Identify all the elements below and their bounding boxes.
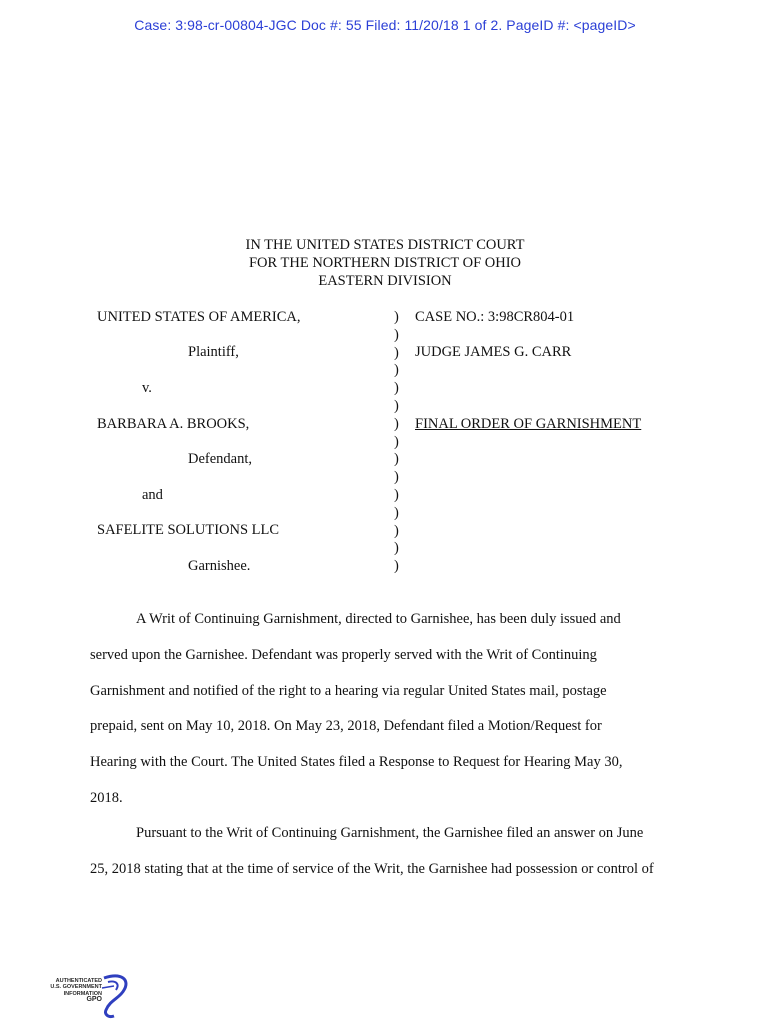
caption-paren: ) [394,309,399,325]
ecf-header-stamp: Case: 3:98-cr-00804-JGC Doc #: 55 Filed: 11/20/18 1 of 2. PageID #: <pageID> [134,17,636,33]
document-title: FINAL ORDER OF GARNISHMENT [415,416,642,432]
caption-paren: ) [394,451,399,468]
body-paragraph-1 [90,602,690,817]
case-number: CASE NO.: 3:98CR804-01 [415,309,575,325]
court-heading-line1: IN THE UNITED STATES DISTRICT COURT [245,237,525,253]
garnishee-role: Garnishee. [188,558,251,574]
gpo-line4: GPO [86,996,102,1004]
caption-paren: ) [394,397,399,414]
gpo-line3: INFORMATION [63,990,102,997]
caption-paren: ) [394,469,399,486]
garnishee-name: SAFELITE SOLUTIONS LLC [97,522,280,538]
caption-paren: ) [394,522,399,539]
court-heading-line3: EASTERN DIVISION [318,273,452,289]
caption-paren: ) [394,415,399,432]
body-line: 2018. [90,789,123,806]
body-line: Pursuant to the Writ of Continuing Garnishment, the Garnishee filed an answer on June [136,825,644,841]
body-line: Hearing with the Court. The United States filed a Response to Request for Hearing May 30, [90,754,623,771]
plaintiff-name: UNITED STATES OF AMERICA, [97,309,301,325]
and-label: and [142,487,163,503]
caption-paren: ) [394,504,399,521]
body-line: 25, 2018 stating that at the time of service of the Writ, the Garnishee had possession or control of [90,860,654,877]
defendant-name: BARBARA A. BROOKS, [97,416,250,432]
body-line: prepaid, sent on May 10, 2018. On May 23, 2018, Defendant filed a Motion/Request for [90,718,602,735]
caption-paren: ) [394,540,399,557]
body-line: served upon the Garnishee. Defendant was properly served with the Writ of Continuing [90,646,597,663]
defendant-role: Defendant, [188,451,253,467]
body-line: Garnishment and notified of the right to a hearing via regular United States mail, postage [90,682,607,699]
caption-paren: ) [394,433,399,450]
versus-label: v. [142,380,152,396]
caption-paren: ) [394,380,399,397]
gpo-line1: AUTHENTICATED [55,978,102,984]
court-heading-line2: FOR THE NORTHERN DISTRICT OF OHIO [248,255,522,271]
caption-paren-column [394,309,399,576]
caption-paren: ) [394,326,399,343]
body-paragraph-2 [90,816,690,888]
caption-paren: ) [394,362,399,379]
gpo-line2: U.S. GOVERNMENT [50,984,102,991]
judge-name: JUDGE JAMES G. CARR [415,344,572,360]
plaintiff-role: Plaintiff, [188,344,239,360]
caption-paren: ) [394,558,399,575]
eagle-logo-icon [44,970,134,1020]
body-line: A Writ of Continuing Garnishment, directed to Garnishee, has been duly issued and [136,611,621,627]
caption-paren: ) [394,486,399,503]
caption-paren: ) [394,344,399,361]
court-heading [0,236,770,290]
